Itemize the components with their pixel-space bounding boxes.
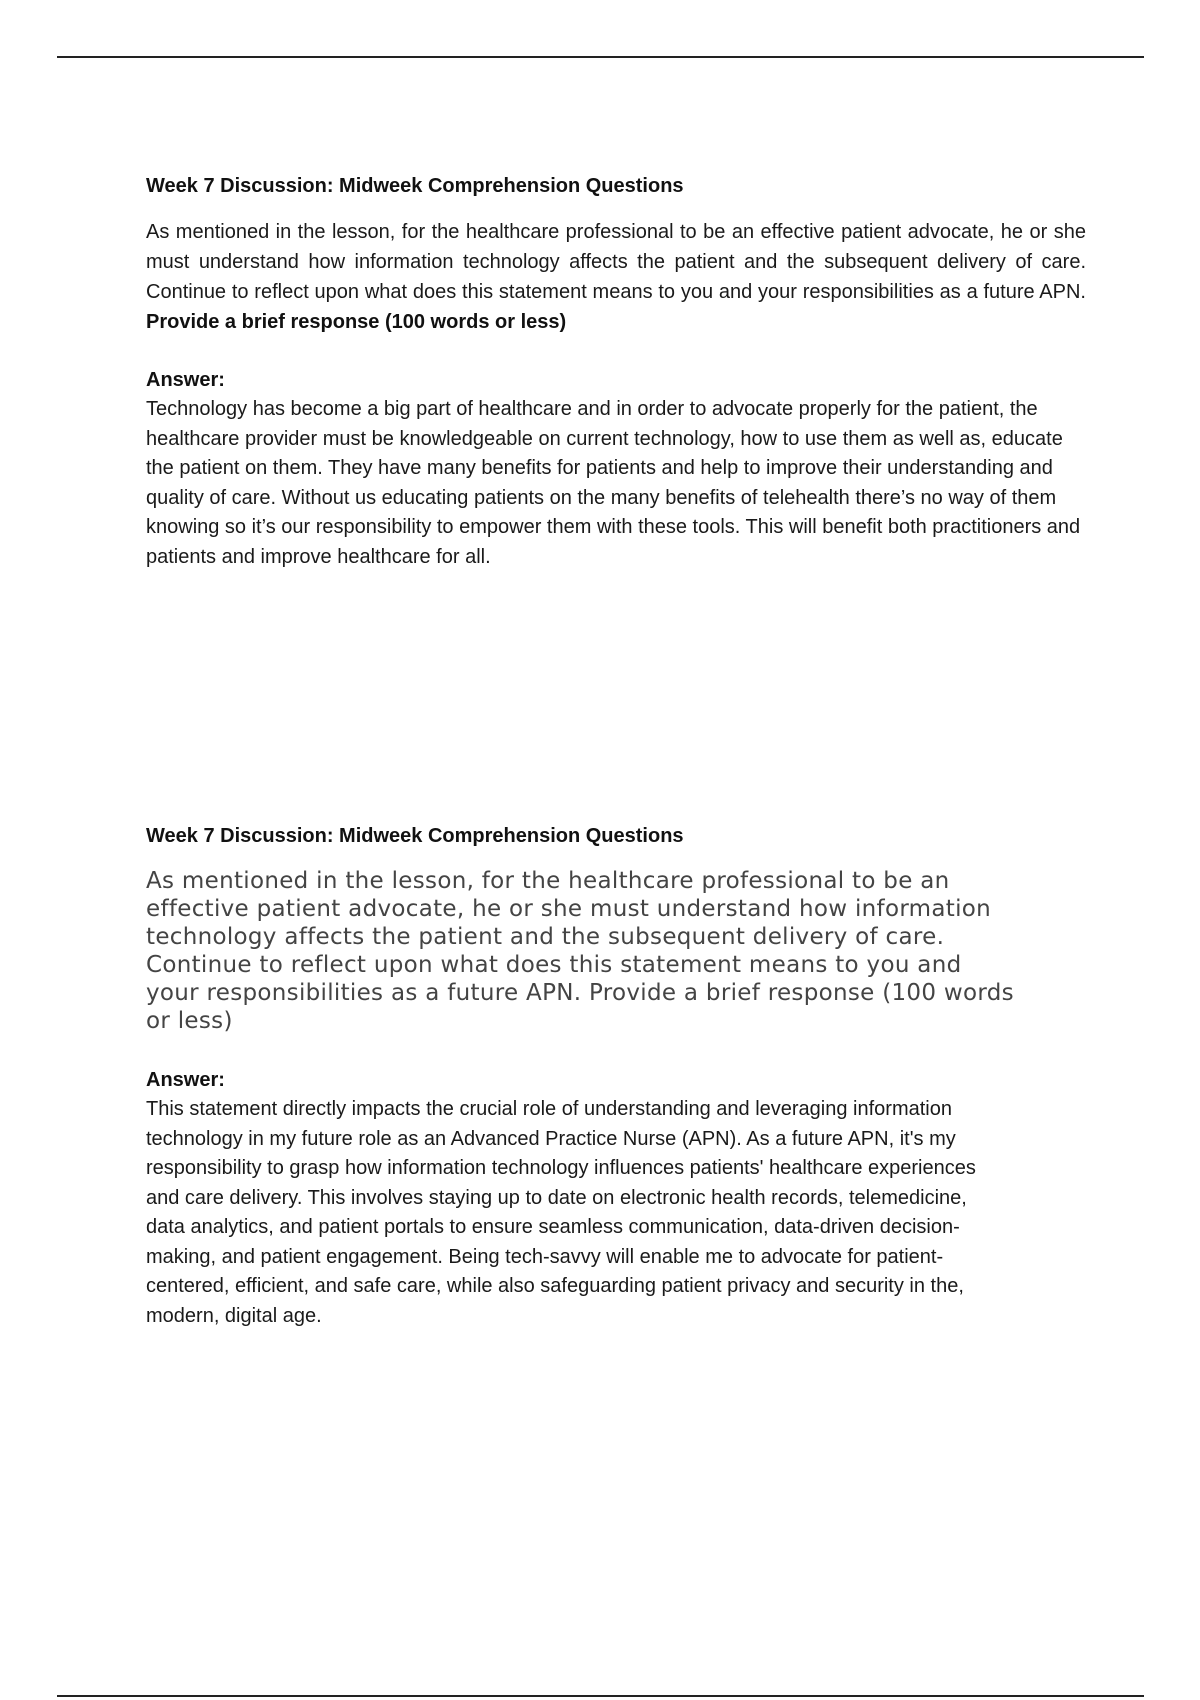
top-horizontal-rule [57,56,1144,58]
question-body: As mentioned in the lesson, for the healthcare professional to be an effective patient advocate, he or she must understand how information technology affects the patient and the subsequent delivery of care. Continue to reflect upon what does this statement means to you and your responsibilities as a future APN. [146,221,1086,303]
answer-text: Technology has become a big part of healthcare and in order to advocate properly for the patient, the healthcare provider must be knowledgeable on current technology, how to use them as well as, educate the patient on them. They have many benefits for patients and help to improve their understanding and quality of care. Without us educating patients on the many benefits of telehealth there’s no way of them knowing so it’s our responsibility to empower them with these tools. This will benefit both practitioners and patients and improve healthcare for all. [146,398,1081,568]
section-title: Week 7 Discussion: Midweek Comprehension Questions [146,825,684,847]
answer-text: This statement directly impacts the crucial role of understanding and leveraging information technology in my future role as an Advanced Practice Nurse (APN). As a future APN, it's my responsibility to grasp how information technology influences patients' healthcare experiences and care delivery. This involves staying up to date on electronic health records, telemedicine, data analytics, and patient portals to ensure seamless communication, data-driven decision- making, and patient engagement. Being tech-savvy will enable me to advocate for patient- centered, efficient, and safe care, while also safeguarding patient privacy and security in the, modern, digital age. [146,1098,976,1327]
section-title: Week 7 Discussion: Midweek Comprehension Questions [146,175,684,197]
answer-label: Answer: [146,369,225,391]
discussion-section-2 [146,823,1086,1331]
discussion-section-1 [146,173,1086,572]
question-text: As mentioned in the lesson, for the healthcare professional to be an effective patient advocate, he or she must understand how information technology affects the patient and the subsequent delivery of care. Continue to reflect upon what does this statement means to you and your responsibilities as a future APN. Provide a brief response (100 words or less) [146,868,1014,1034]
answer-label: Answer: [146,1069,225,1091]
question-text [146,217,1086,337]
question-emphasis: Provide a brief response (100 words or less) [146,311,567,333]
bottom-horizontal-rule [57,1695,1144,1697]
